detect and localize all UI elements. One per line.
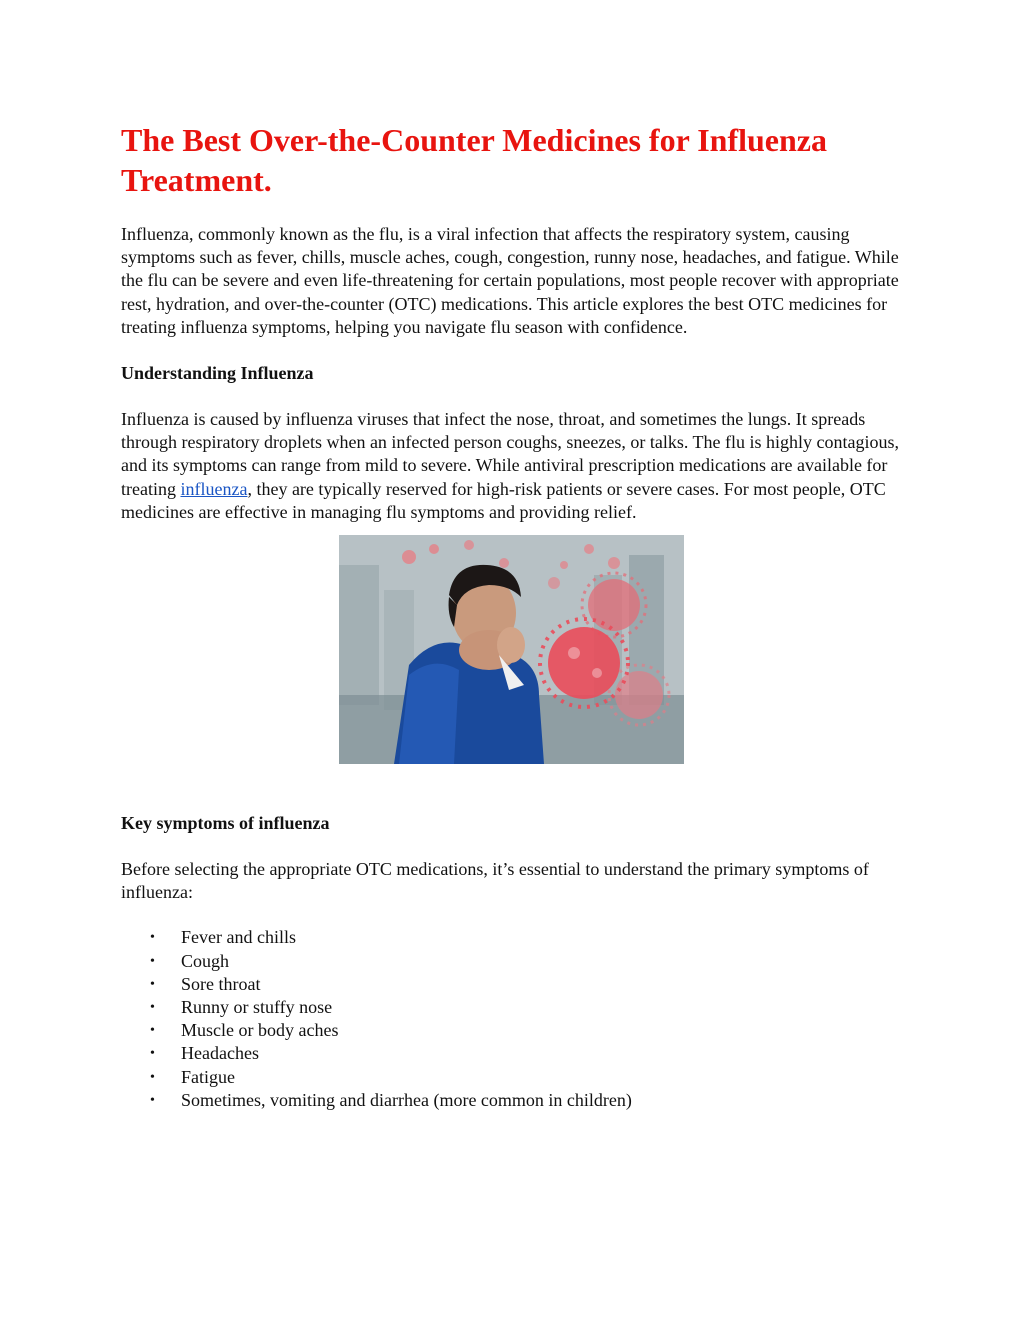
symptom-text: Muscle or body aches — [181, 1020, 339, 1041]
symptom-text: Headaches — [181, 1043, 259, 1064]
symptom-text: Runny or stuffy nose — [181, 997, 333, 1018]
list-item — [150, 926, 911, 949]
document-page — [121, 120, 911, 1112]
understanding-heading: Understanding Influenza — [121, 363, 314, 384]
bullet-icon: • — [150, 930, 155, 946]
bullet-icon: • — [150, 1069, 155, 1085]
symptom-text: Cough — [181, 950, 230, 971]
page-title: The Best Over-the-Counter Medicines for Influenza Treatment. — [121, 122, 827, 198]
list-item — [150, 1066, 911, 1089]
list-item — [150, 1042, 911, 1065]
symptom-text: Fever and chills — [181, 927, 296, 948]
list-item — [150, 996, 911, 1019]
list-item — [150, 1019, 911, 1042]
bullet-icon: • — [150, 1046, 155, 1062]
flu-illustration-image — [339, 535, 684, 764]
bullet-icon: • — [150, 1023, 155, 1039]
understanding-text-start: Influenza is caused by influenza viruses that infect the nose, throat, and sometimes the lungs. It spreads through respiratory droplets when an infected person coughs, sneezes, or talks. The flu is highly contagious, and its symptoms can range from mild to severe. While antiviral prescription medications are available for treating — [121, 409, 899, 499]
bullet-icon: • — [150, 953, 155, 969]
symptoms-intro: Before selecting the appropriate OTC medications, it’s essential to understand the primary symptoms of influenza: — [121, 859, 869, 903]
symptoms-list — [121, 926, 911, 1112]
intro-paragraph: Influenza, commonly known as the flu, is a viral infection that affects the respiratory system, causing symptoms such as fever, chills, muscle aches, cough, congestion, runny nose, headaches, and fatigue. While the flu can be severe and even life-threatening for certain populations, most people recover with appropriate rest, hydration, and over-the-counter (OTC) medications. This article explores the best OTC medicines for treating influenza symptoms, helping you navigate flu season with confidence. — [121, 224, 899, 337]
symptom-text: Sore throat — [181, 973, 261, 994]
symptom-text: Sometimes, vomiting and diarrhea (more common in children) — [181, 1089, 632, 1110]
figure-container — [121, 535, 911, 765]
list-item — [150, 973, 911, 996]
understanding-text-end: , they are typically reserved for high-risk patients or severe cases. For most people, OTC medicines are effective in managing flu symptoms and providing relief. — [121, 478, 886, 522]
sneezing-person-icon — [339, 535, 684, 764]
understanding-paragraph — [121, 408, 911, 524]
influenza-link[interactable]: influenza — [180, 478, 248, 499]
bullet-icon: • — [150, 976, 155, 992]
bullet-icon: • — [150, 1000, 155, 1016]
list-item — [150, 1089, 911, 1112]
symptom-text: Fatigue — [181, 1066, 235, 1087]
list-item — [150, 950, 911, 973]
symptoms-heading: Key symptoms of influenza — [121, 813, 330, 834]
bullet-icon: • — [150, 1092, 155, 1108]
